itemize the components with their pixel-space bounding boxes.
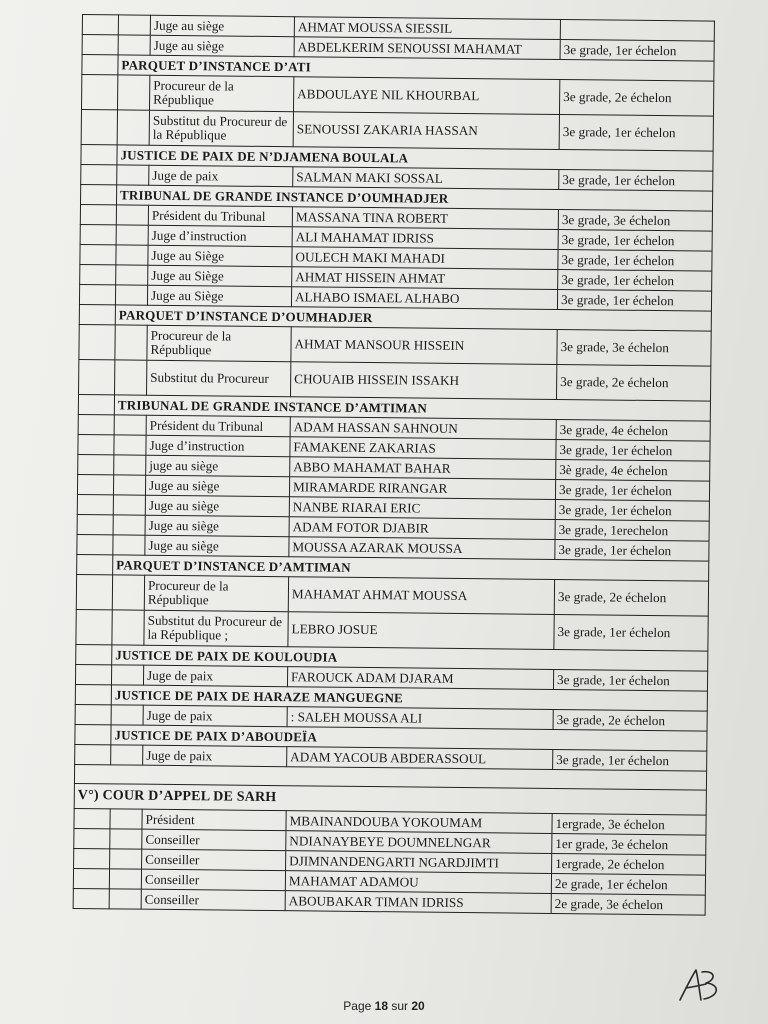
index-cell <box>117 110 149 145</box>
grade-cell: 3e grade, 1er échelon <box>560 40 714 62</box>
index-cell <box>110 849 142 869</box>
name-cell: SALMAN MAKI SOSSAL <box>293 167 559 190</box>
margin-cell <box>75 684 111 704</box>
page-footer: Page 18 sur 20 <box>343 999 425 1013</box>
grade-cell: 3e grade, 1er échelon <box>558 229 712 251</box>
grade-cell: 3e grade, 2e échelon <box>554 579 708 616</box>
name-cell: AHMAT HISSEIN AHMAT <box>292 267 558 290</box>
name-cell: ALI MAHAMAT IDRISS <box>292 227 558 250</box>
grade-cell: 3e grade, 2e échelon <box>556 364 710 401</box>
name-cell: MAHAMAT ADAMOU <box>285 871 551 894</box>
role-cell: Président du Tribunal <box>146 415 290 437</box>
margin-cell <box>75 744 111 764</box>
role-cell: Conseiller <box>142 849 286 871</box>
index-cell <box>117 75 149 110</box>
name-cell: CHOUAIB HISSEIN ISSAKH <box>291 362 557 400</box>
role-cell: Juge au Siège <box>148 245 292 267</box>
name-cell: OULECH MAKI MAHADI <box>292 247 558 270</box>
margin-cell <box>80 244 116 264</box>
role-cell: Juge de paix <box>143 705 287 727</box>
margin-cell <box>81 75 117 110</box>
role-cell: Juge au siège <box>145 495 289 517</box>
index-cell <box>113 535 145 555</box>
grade-cell: 3e grade, 1er échelon <box>558 249 712 271</box>
index-cell <box>114 455 146 475</box>
margin-cell <box>75 724 111 744</box>
role-cell: Juge au siège <box>145 515 289 537</box>
grade-cell: 1ergrade, 3e échelon <box>552 813 706 835</box>
index-cell <box>116 265 148 285</box>
name-cell: MBAINANDOUBA YOKOUMAM <box>286 811 552 834</box>
index-cell <box>115 285 147 305</box>
margin-cell <box>78 394 114 414</box>
name-cell: FAMAKENE ZAKARIAS <box>290 437 556 460</box>
margin-cell <box>80 204 116 224</box>
name-cell: FAROUCK ADAM DJARAM <box>287 667 553 690</box>
margin-cell <box>78 434 114 454</box>
name-cell: AHMAT MOUSSA SIESSIL <box>294 17 560 40</box>
grade-cell: 3e grade, 1er échelon <box>555 539 709 561</box>
grade-cell: 3e grade, 2e échelon <box>559 80 713 117</box>
section-title: TRIBUNAL DE GRANDE INSTANCE D’OUMHADJER <box>117 185 713 211</box>
role-cell: Président <box>142 809 286 831</box>
index-cell <box>110 829 142 849</box>
role-cell: Procureur de la République <box>144 575 288 612</box>
index-cell <box>112 575 144 610</box>
name-cell: NANBE RIARAI ERIC <box>289 497 555 520</box>
role-cell: Juge de paix <box>143 665 287 687</box>
role-cell: Juge de paix <box>149 165 293 187</box>
margin-cell <box>82 35 118 55</box>
role-cell: Procureur de la République <box>149 75 293 112</box>
grade-cell: 3e grade, 1er échelon <box>559 115 713 152</box>
grade-cell: 3è grade, 4e échelon <box>556 459 710 481</box>
name-cell: ABDOULAYE NIL KHOURBAL <box>293 77 559 115</box>
index-cell <box>114 435 146 455</box>
grade-cell: 2e grade, 1er échelon <box>551 873 705 895</box>
role-cell: Président du Tribunal <box>148 205 292 227</box>
index-cell <box>113 495 145 515</box>
page-number: 18 <box>374 999 388 1013</box>
margin-cell <box>76 609 112 644</box>
role-cell: Substitut du Procureur de la République <box>149 110 293 147</box>
index-cell <box>115 360 147 395</box>
name-cell: MIRAMARDE RIRANGAR <box>289 477 555 500</box>
index-cell <box>118 15 150 35</box>
grade-cell <box>560 20 714 42</box>
role-cell: Juge d’instruction <box>148 225 292 247</box>
margin-cell <box>79 284 115 304</box>
role-cell: Juge au siège <box>145 535 289 557</box>
grade-cell: 3e grade, 1er échelon <box>554 614 708 651</box>
margin-cell <box>79 304 115 324</box>
grade-cell: 3e grade, 1er échelon <box>553 669 707 691</box>
role-cell: Conseiller <box>141 889 285 911</box>
name-cell: ABBO MAHAMAT BAHAR <box>290 457 556 480</box>
margin-cell <box>79 324 115 359</box>
index-cell <box>111 705 143 725</box>
grade-cell: 3e grade, 1erechelon <box>555 519 709 541</box>
margin-cell <box>74 848 110 868</box>
margin-cell <box>77 554 113 574</box>
index-cell <box>110 809 142 829</box>
name-cell: LEBRO JOSUE <box>288 612 554 650</box>
section-title: TRIBUNAL DE GRANDE INSTANCE D’AMTIMAN <box>114 395 710 421</box>
name-cell: ADAM FOTOR DJABIR <box>289 517 555 540</box>
grade-cell: 1er grade, 3e échelon <box>552 833 706 855</box>
name-cell: MOUSSA AZARAK MOUSSA <box>289 537 555 560</box>
margin-cell <box>74 828 110 848</box>
grade-cell: 3e grade, 3e échelon <box>558 210 712 232</box>
margin-cell <box>77 514 113 534</box>
section-title: JUSTICE DE PAIX DE HARAZE MANGUEGNE <box>111 685 707 711</box>
margin-cell <box>80 264 116 284</box>
margin-cell <box>82 15 118 35</box>
signature-initials <box>676 966 722 1006</box>
index-cell <box>118 35 150 55</box>
margin-cell <box>81 110 117 145</box>
margin-cell <box>76 644 112 664</box>
margin-cell <box>76 574 112 609</box>
margin-cell <box>82 55 118 75</box>
index-cell <box>116 205 148 225</box>
index-cell <box>111 745 143 765</box>
margin-cell <box>77 534 113 554</box>
magistrates-table <box>73 14 715 916</box>
role-cell: Juge au siège <box>150 35 294 57</box>
index-cell <box>109 889 141 909</box>
name-cell: ABOUBAKAR TIMAN IDRISS <box>285 891 551 914</box>
role-cell: Juge au siège <box>150 15 294 37</box>
margin-cell <box>81 144 117 164</box>
name-cell: NDIANAYBEYE DOUMNELNGAR <box>286 831 552 854</box>
name-cell: SENOUSSI ZAKARIA HASSAN <box>293 112 559 150</box>
margin-cell <box>81 184 117 204</box>
margin-cell <box>79 359 115 394</box>
name-cell: ALHABO ISMAEL ALHABO <box>291 287 557 310</box>
role-cell: Juge au Siège <box>147 285 291 307</box>
index-cell <box>114 415 146 435</box>
grade-cell: 1ergrade, 2e échelon <box>552 853 706 875</box>
section-title: JUSTICE DE PAIX D’ABOUDEÏA <box>111 725 707 751</box>
index-cell <box>112 610 144 645</box>
margin-cell <box>74 808 110 828</box>
role-cell: Conseiller <box>141 869 285 891</box>
section-title: PARQUET D’INSTANCE D’AMTIMAN <box>113 555 709 581</box>
name-cell: MAHAMAT AHMAT MOUSSA <box>288 577 554 615</box>
role-cell: Juge de paix <box>143 745 287 767</box>
margin-cell <box>81 164 117 184</box>
name-cell: ADAM YACOUB ABDERASSOUL <box>287 747 553 770</box>
name-cell: ABDELKERIM SENOUSSI MAHAMAT <box>294 37 560 60</box>
grade-cell: 3e grade, 1er échelon <box>557 289 711 311</box>
section-title: V°) COUR D’APPEL DE SARH <box>74 783 706 815</box>
grade-cell: 3e grade, 1er échelon <box>558 269 712 291</box>
section-title: PARQUET D’INSTANCE D’ATI <box>118 55 714 81</box>
role-cell: Substitut du Procureur de la République ; <box>144 610 288 647</box>
index-cell <box>115 325 147 360</box>
role-cell: Juge au Siège <box>148 265 292 287</box>
role-cell: Juge au siège <box>145 475 289 497</box>
grade-cell: 3e grade, 1er échelon <box>555 499 709 521</box>
role-cell: Juge d’instruction <box>146 435 290 457</box>
index-cell <box>116 245 148 265</box>
role-cell: juge au siège <box>146 455 290 477</box>
role-cell: Substitut du Procureur <box>147 360 291 397</box>
margin-cell <box>73 888 109 908</box>
name-cell: DJIMNANDENGARTI NGARDJIMTI <box>286 851 552 874</box>
grade-cell: 3e grade, 1er échelon <box>553 749 707 771</box>
grade-cell: 3e grade, 2e échelon <box>553 709 707 731</box>
index-cell <box>111 665 143 685</box>
index-cell <box>113 475 145 495</box>
margin-cell <box>73 868 109 888</box>
margin-cell <box>78 414 114 434</box>
margin-cell <box>77 494 113 514</box>
section-title: JUSTICE DE PAIX DE N’DJAMENA BOULALA <box>117 145 713 171</box>
margin-cell <box>75 704 111 724</box>
page-total: 20 <box>411 999 425 1013</box>
grade-cell: 3e grade, 3e échelon <box>557 329 711 366</box>
index-cell <box>117 165 149 185</box>
grade-cell: 3e grade, 4e échelon <box>556 419 710 441</box>
table-body <box>73 15 714 916</box>
index-cell <box>116 225 148 245</box>
index-cell <box>113 515 145 535</box>
section-title: PARQUET D’INSTANCE D’OUMHADJER <box>115 305 711 331</box>
grade-cell: 3e grade, 1er échelon <box>556 439 710 461</box>
margin-cell <box>75 664 111 684</box>
margin-cell <box>77 474 113 494</box>
section-title: JUSTICE DE PAIX DE KOULOUDIA <box>112 645 708 671</box>
grade-cell: 3e grade, 1er échelon <box>559 170 713 192</box>
index-cell <box>109 869 141 889</box>
role-cell: Conseiller <box>142 829 286 851</box>
margin-cell <box>78 454 114 474</box>
margin-cell <box>80 224 116 244</box>
name-cell: ADAM HASSAN SAHNOUN <box>290 417 556 440</box>
grade-cell: 3e grade, 1er échelon <box>555 479 709 501</box>
role-cell: Procureur de la République <box>147 325 291 362</box>
grade-cell: 2e grade, 3e échelon <box>551 893 705 915</box>
name-cell: MASSANA TINA ROBERT <box>292 207 558 230</box>
name-cell: : SALEH MOUSSA ALI <box>287 707 553 730</box>
name-cell: AHMAT MANSOUR HISSEIN <box>291 327 557 365</box>
